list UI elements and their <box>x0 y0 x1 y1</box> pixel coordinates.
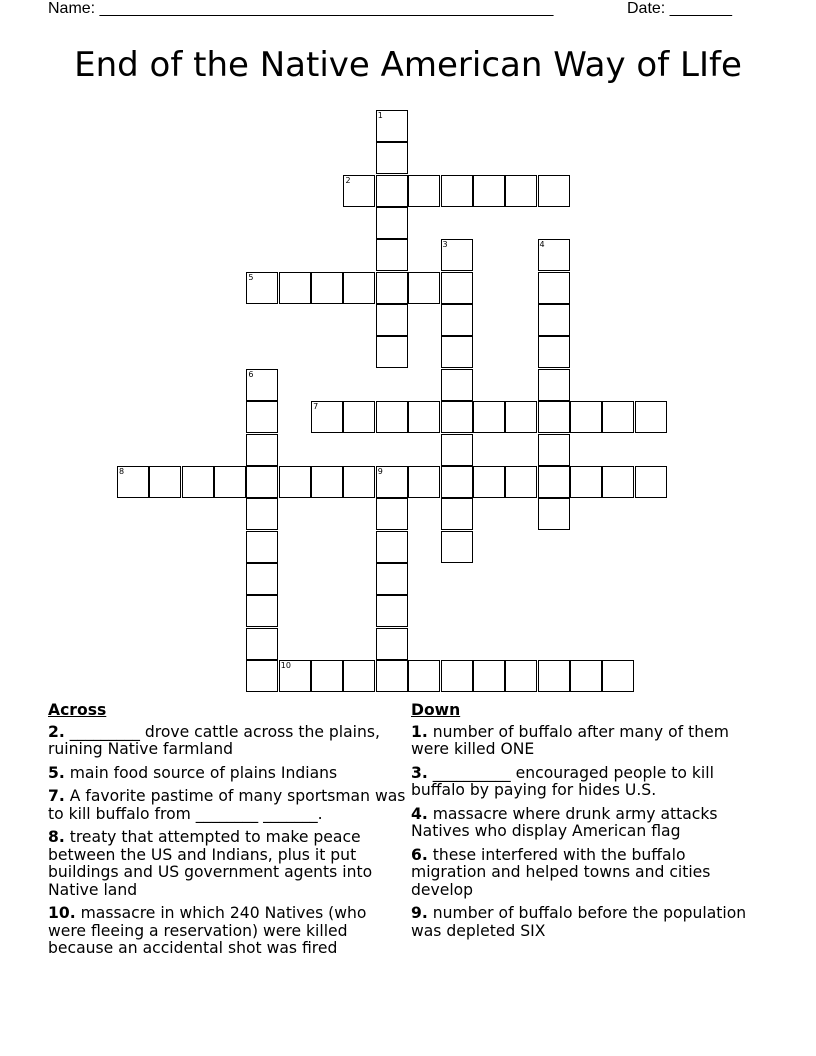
grid-cell[interactable] <box>408 272 440 304</box>
grid-cell[interactable] <box>376 110 408 142</box>
clue-number: 2 <box>345 175 351 185</box>
across-clue <box>48 905 408 958</box>
down-clue <box>411 765 761 800</box>
grid-cell[interactable] <box>311 466 343 498</box>
grid-cell[interactable] <box>408 466 440 498</box>
grid-cell[interactable] <box>376 142 408 174</box>
grid-cell[interactable] <box>441 336 473 368</box>
grid-cell[interactable] <box>149 466 181 498</box>
grid-cell[interactable] <box>538 369 570 401</box>
clue-number: 4. <box>411 804 428 823</box>
clue-text: __________ encouraged people to kill buffalo by paying for hides U.S. <box>411 763 714 799</box>
grid-cell[interactable] <box>376 175 408 207</box>
grid-cell[interactable] <box>376 239 408 271</box>
grid-cell[interactable] <box>408 660 440 692</box>
grid-cell[interactable] <box>311 401 343 433</box>
clue-number: 5 <box>248 272 254 282</box>
grid-cell[interactable] <box>602 660 634 692</box>
grid-cell[interactable] <box>246 369 278 401</box>
across-heading: Across <box>48 701 107 719</box>
grid-cell[interactable] <box>505 175 537 207</box>
grid-cell[interactable] <box>376 401 408 433</box>
clue-number: 3. <box>411 763 428 782</box>
grid-cell[interactable] <box>538 336 570 368</box>
across-clue <box>48 724 408 759</box>
down-clue <box>411 724 761 759</box>
across-clue <box>48 788 408 823</box>
grid-cell[interactable] <box>570 466 602 498</box>
grid-cell[interactable] <box>441 531 473 563</box>
grid-cell[interactable] <box>246 434 278 466</box>
grid-cell[interactable] <box>246 531 278 563</box>
clue-number: 6 <box>248 369 254 379</box>
grid-cell[interactable] <box>505 401 537 433</box>
grid-cell[interactable] <box>376 595 408 627</box>
grid-cell[interactable] <box>246 401 278 433</box>
grid-cell[interactable] <box>538 304 570 336</box>
grid-cell[interactable] <box>538 466 570 498</box>
grid-cell[interactable] <box>538 498 570 530</box>
across-clue <box>48 829 408 899</box>
grid-cell[interactable] <box>538 239 570 271</box>
clue-text: A favorite pastime of many sportsman was to kill buffalo from ________ _______. <box>48 787 406 823</box>
grid-cell[interactable] <box>246 660 278 692</box>
down-heading: Down <box>411 701 461 719</box>
grid-cell[interactable] <box>246 466 278 498</box>
grid-cell[interactable] <box>635 466 667 498</box>
clue-text: massacre in which 240 Natives (who were fleeing a reservation) were killed because an accidental shot was fired <box>48 904 367 957</box>
grid-cell[interactable] <box>441 466 473 498</box>
grid-cell[interactable] <box>376 660 408 692</box>
clue-number: 8. <box>48 828 65 846</box>
across-clue <box>48 765 408 783</box>
grid-cell[interactable] <box>505 466 537 498</box>
grid-cell[interactable] <box>473 660 505 692</box>
grid-cell[interactable] <box>441 239 473 271</box>
grid-cell[interactable] <box>376 531 408 563</box>
grid-cell[interactable] <box>246 595 278 627</box>
grid-cell[interactable] <box>570 660 602 692</box>
grid-cell[interactable] <box>376 466 408 498</box>
clue-number: 10. <box>48 904 76 922</box>
grid-cell[interactable] <box>376 628 408 660</box>
clue-text: these interfered with the buffalo migration and helped towns and cities develop <box>411 845 711 899</box>
grid-cell[interactable] <box>441 660 473 692</box>
grid-cell[interactable] <box>538 660 570 692</box>
grid-cell[interactable] <box>441 175 473 207</box>
clue-number: 3 <box>442 240 448 250</box>
grid-cell[interactable] <box>182 466 214 498</box>
grid-cell[interactable] <box>538 272 570 304</box>
grid-cell[interactable] <box>441 304 473 336</box>
grid-cell[interactable] <box>441 369 473 401</box>
clue-number: 1 <box>377 111 383 120</box>
clue-text: treaty that attempted to make peace between the US and Indians, plus it put buildings and US government agents into Native land <box>48 828 373 899</box>
grid-cell[interactable] <box>635 401 667 433</box>
clue-text: _________ drove cattle across the plains, ruining Native farmland <box>48 722 380 758</box>
clue-number: 6. <box>411 845 428 864</box>
grid-cell[interactable] <box>570 401 602 433</box>
grid-cell[interactable] <box>376 207 408 239</box>
grid-cell[interactable] <box>246 563 278 595</box>
grid-cell[interactable] <box>214 466 246 498</box>
name-field-label: Name: ___________________________________________________ <box>48 0 554 17</box>
grid-cell[interactable] <box>376 563 408 595</box>
down-clue <box>411 905 761 940</box>
grid-cell[interactable] <box>246 272 278 304</box>
clue-text: number of buffalo before the population was depleted SIX <box>411 904 747 940</box>
grid-cell[interactable] <box>376 304 408 336</box>
grid-cell[interactable] <box>538 434 570 466</box>
grid-cell[interactable] <box>538 401 570 433</box>
grid-cell[interactable] <box>343 272 375 304</box>
clue-text: massacre where drunk army attacks Natives who display American flag <box>411 804 718 840</box>
down-clues <box>411 702 761 946</box>
grid-cell[interactable] <box>441 498 473 530</box>
grid-cell[interactable] <box>441 434 473 466</box>
grid-cell[interactable] <box>343 660 375 692</box>
page-title: End of the Native American Way of LIfe <box>74 45 742 85</box>
clue-number: 7. <box>48 787 65 805</box>
grid-cell[interactable] <box>376 272 408 304</box>
clue-number: 9. <box>411 904 428 922</box>
grid-cell[interactable] <box>441 272 473 304</box>
down-clue <box>411 806 761 841</box>
grid-cell[interactable] <box>343 401 375 433</box>
grid-cell[interactable] <box>246 498 278 530</box>
grid-cell[interactable] <box>441 401 473 433</box>
grid-cell[interactable] <box>473 175 505 207</box>
grid-cell[interactable] <box>376 498 408 530</box>
across-clues <box>48 702 408 964</box>
grid-cell[interactable] <box>343 175 375 207</box>
grid-cell[interactable] <box>538 175 570 207</box>
clue-number: 9 <box>377 466 383 476</box>
down-clue <box>411 847 761 900</box>
grid-cell[interactable] <box>602 401 634 433</box>
grid-cell[interactable] <box>408 401 440 433</box>
clue-number: 4 <box>539 240 545 250</box>
grid-cell[interactable] <box>376 336 408 368</box>
clue-number: 10 <box>280 660 291 670</box>
grid-cell[interactable] <box>343 466 375 498</box>
grid-cell[interactable] <box>473 466 505 498</box>
grid-cell[interactable] <box>279 466 311 498</box>
grid-cell[interactable] <box>473 401 505 433</box>
grid-cell[interactable] <box>246 628 278 660</box>
clue-text: number of buffalo after many of them were killed ONE <box>411 722 729 758</box>
clue-number: 5. <box>48 763 65 782</box>
clue-text: main food source of plains Indians <box>64 763 338 782</box>
grid-cell[interactable] <box>311 660 343 692</box>
date-field-label: Date: _______ <box>627 0 732 17</box>
clue-number: 7 <box>313 402 319 412</box>
grid-cell[interactable] <box>117 466 149 498</box>
grid-cell[interactable] <box>602 466 634 498</box>
grid-cell[interactable] <box>505 660 537 692</box>
clue-number: 8 <box>119 466 125 476</box>
grid-cell[interactable] <box>279 272 311 304</box>
grid-cell[interactable] <box>279 660 311 692</box>
clue-number: 2. <box>48 722 65 741</box>
clue-number: 1. <box>411 722 428 741</box>
grid-cell[interactable] <box>311 272 343 304</box>
grid-cell[interactable] <box>408 175 440 207</box>
